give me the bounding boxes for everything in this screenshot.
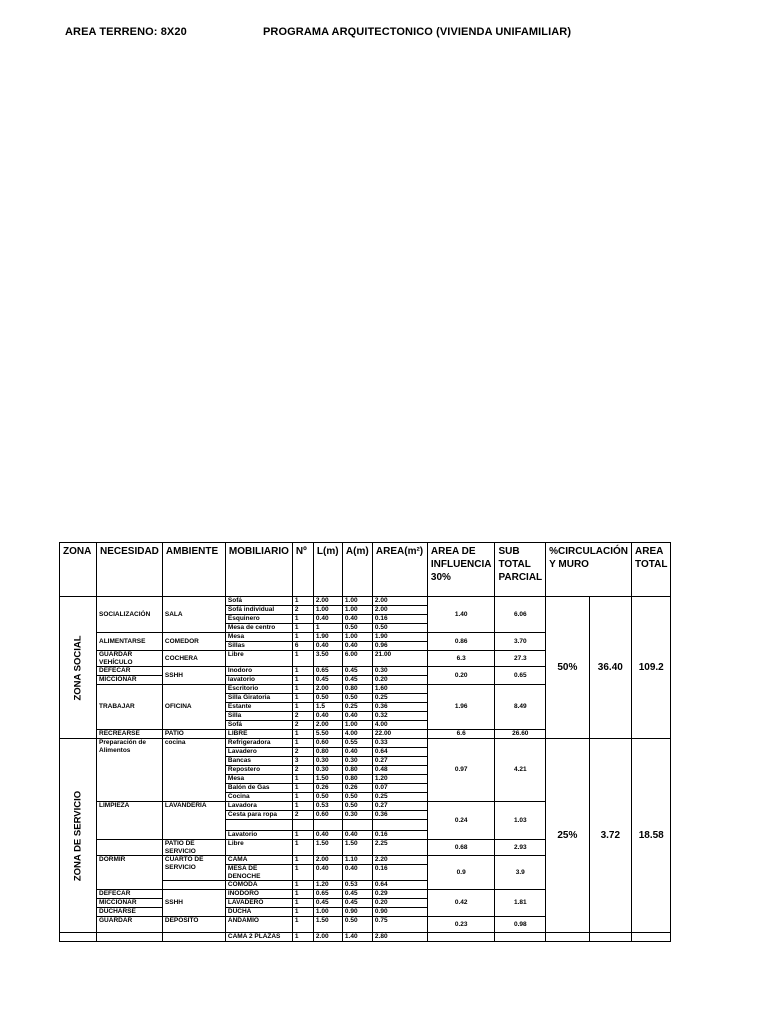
largo-cell: 2.00 (313, 685, 342, 694)
largo-cell: 0.60 (313, 739, 342, 748)
cantidad-cell: 1 (292, 685, 313, 694)
mobiliario-cell: LIBRE (225, 730, 292, 739)
mobiliario-cell: Mesa de centro (225, 624, 292, 633)
largo-cell: 0.65 (313, 890, 342, 899)
largo-cell: 0.40 (313, 615, 342, 624)
table-body (60, 597, 671, 942)
mobiliario-cell: CAMA (225, 856, 292, 865)
mobiliario-cell: Lavadora (225, 802, 292, 811)
largo-cell: 0.30 (313, 757, 342, 766)
largo-cell: 1.50 (313, 917, 342, 933)
cantidad-cell: 1 (292, 597, 313, 606)
ancho-cell: 0.40 (342, 748, 372, 757)
necesidad-cell: MICCIONAR (97, 899, 163, 908)
col-area-total: AREA TOTAL (632, 543, 671, 597)
subtotal-cell: 0.98 (495, 917, 546, 933)
influencia-cell: 0.86 (427, 633, 495, 651)
subtotal-cell: 3.9 (495, 856, 546, 890)
ambiente-cell: DEPÓSITO (162, 917, 225, 933)
largo-cell: 5.50 (313, 730, 342, 739)
influencia-cell: 1.96 (427, 685, 495, 730)
ancho-cell: 0.53 (342, 881, 372, 890)
mobiliario-cell: MESA DE DENOCHE (225, 865, 292, 881)
ambiente-cell: PATIO DE SERVICIO (162, 840, 225, 856)
ancho-cell: 0.55 (342, 739, 372, 748)
largo-cell: 1 (313, 624, 342, 633)
subtotal-cell: 26.60 (495, 730, 546, 739)
cantidad-cell: 1 (292, 633, 313, 642)
col-largo: L(m) (313, 543, 342, 597)
influencia-cell: 0.68 (427, 840, 495, 856)
mobiliario-cell: Esquinero (225, 615, 292, 624)
subtotal-cell: 4.21 (495, 739, 546, 802)
cantidad-cell: 6 (292, 642, 313, 651)
largo-cell: 0.45 (313, 676, 342, 685)
ancho-cell: 0.50 (342, 694, 372, 703)
necesidad-cell: MICCIONAR (97, 676, 163, 685)
area-cell: 0.64 (372, 881, 427, 890)
cantidad-cell: 1 (292, 775, 313, 784)
area-cell: 0.36 (372, 811, 427, 820)
mobiliario-cell: Libre (225, 840, 292, 856)
area-cell: 0.25 (372, 694, 427, 703)
mobiliario-cell: Balón de Gas (225, 784, 292, 793)
mobiliario-cell: lavatorio (225, 676, 292, 685)
largo-cell: 0.40 (313, 865, 342, 881)
ancho-cell: 0.40 (342, 712, 372, 721)
col-area: AREA(m²) (372, 543, 427, 597)
ancho-cell: 0.50 (342, 917, 372, 933)
ambiente-cell: OFICINA (162, 685, 225, 730)
subtotal-cell: 2.93 (495, 840, 546, 856)
area-cell: 2.20 (372, 856, 427, 865)
area-cell: 0.29 (372, 890, 427, 899)
cantidad-cell: 1 (292, 624, 313, 633)
area-cell: 1.90 (372, 633, 427, 642)
mobiliario-cell: ANDAMIO (225, 917, 292, 933)
empty-cell (292, 820, 313, 831)
largo-cell: 0.65 (313, 667, 342, 676)
empty-cell (342, 820, 372, 831)
ancho-cell: 0.25 (342, 703, 372, 712)
area-cell: 0.36 (372, 703, 427, 712)
subtotal-cell: 1.03 (495, 802, 546, 840)
cantidad-cell: 2 (292, 606, 313, 615)
ancho-cell: 0.80 (342, 766, 372, 775)
ancho-cell: 4.00 (342, 730, 372, 739)
largo-cell: 1.50 (313, 775, 342, 784)
col-zona: ZONA (60, 543, 97, 597)
col-necesidad: NECESIDAD (97, 543, 163, 597)
ancho-cell: 1.40 (342, 933, 372, 942)
ancho-cell: 1.00 (342, 606, 372, 615)
empty-cell (495, 933, 546, 942)
zone-label (60, 739, 97, 933)
necesidad-cell (97, 933, 163, 942)
cantidad-cell: 1 (292, 881, 313, 890)
ancho-cell: 0.30 (342, 757, 372, 766)
largo-cell: 2.00 (313, 856, 342, 865)
mobiliario-cell: Escritorio (225, 685, 292, 694)
col-ancho: A(m) (342, 543, 372, 597)
ancho-cell: 1.50 (342, 840, 372, 856)
mobiliario-cell: Sillas (225, 642, 292, 651)
influencia-cell: 0.20 (427, 667, 495, 685)
area-cell: 0.16 (372, 615, 427, 624)
empty-cell (632, 933, 671, 942)
ancho-cell: 0.90 (342, 908, 372, 917)
largo-cell: 1.20 (313, 881, 342, 890)
necesidad-cell: DEFECAR (97, 890, 163, 899)
cantidad-cell: 1 (292, 865, 313, 881)
ancho-cell: 1.00 (342, 597, 372, 606)
table-row (60, 933, 671, 942)
largo-cell: 0.60 (313, 811, 342, 820)
area-cell: 0.20 (372, 899, 427, 908)
area-cell: 1.60 (372, 685, 427, 694)
ancho-cell: 0.40 (342, 642, 372, 651)
mobiliario-cell: COMODA (225, 881, 292, 890)
cantidad-cell: 2 (292, 766, 313, 775)
ancho-cell: 0.30 (342, 811, 372, 820)
area-total-valor: 109.2 (632, 597, 671, 739)
influencia-cell: 1.40 (427, 597, 495, 633)
ambiente-cell: SALA (162, 597, 225, 633)
ancho-cell: 1.10 (342, 856, 372, 865)
subtotal-cell: 27.3 (495, 651, 546, 667)
ambiente-cell: COCHERA (162, 651, 225, 667)
cantidad-cell: 1 (292, 890, 313, 899)
largo-cell: 0.40 (313, 712, 342, 721)
mobiliario-cell: Mesa (225, 775, 292, 784)
cantidad-cell: 1 (292, 694, 313, 703)
ambiente-cell (162, 881, 225, 890)
largo-cell: 1.5 (313, 703, 342, 712)
cantidad-cell: 2 (292, 811, 313, 820)
largo-cell: 0.45 (313, 899, 342, 908)
col-ambiente: AMBIENTE (162, 543, 225, 597)
ancho-cell: 0.50 (342, 802, 372, 811)
table-row (60, 597, 671, 606)
influencia-cell: 0.24 (427, 802, 495, 840)
area-cell: 0.20 (372, 676, 427, 685)
empty-cell (372, 820, 427, 831)
area-cell: 0.27 (372, 802, 427, 811)
cantidad-cell: 2 (292, 712, 313, 721)
mobiliario-cell: LAVADERO (225, 899, 292, 908)
influencia-cell: 0.23 (427, 917, 495, 933)
largo-cell: 1.90 (313, 633, 342, 642)
area-cell: 0.75 (372, 917, 427, 933)
largo-cell: 1.00 (313, 908, 342, 917)
cantidad-cell: 1 (292, 703, 313, 712)
necesidad-cell: GUARDAR (97, 917, 163, 933)
necesidad-cell: SOCIALIZACIÓN (97, 597, 163, 633)
programa-table (59, 542, 671, 942)
ancho-cell: 0.45 (342, 676, 372, 685)
ambiente-cell: SSHH (162, 890, 225, 917)
ambiente-cell: PATIO (162, 730, 225, 739)
area-cell: 0.50 (372, 624, 427, 633)
ancho-cell: 0.80 (342, 685, 372, 694)
mobiliario-cell: Repostero (225, 766, 292, 775)
subtotal-cell: 0.65 (495, 667, 546, 685)
necesidad-cell: ALIMENTARSE (97, 633, 163, 651)
ancho-cell: 0.80 (342, 775, 372, 784)
empty-cell (313, 820, 342, 831)
necesidad-cell: TRABAJAR (97, 685, 163, 730)
ancho-cell: 0.50 (342, 793, 372, 802)
cantidad-cell: 1 (292, 739, 313, 748)
largo-cell: 0.30 (313, 766, 342, 775)
largo-cell: 0.50 (313, 793, 342, 802)
cantidad-cell: 1 (292, 933, 313, 942)
mobiliario-cell: Cesta para ropa (225, 811, 292, 820)
ancho-cell: 0.40 (342, 831, 372, 840)
circulacion-pct: 25% (546, 739, 589, 933)
area-cell: 0.48 (372, 766, 427, 775)
area-cell: 0.33 (372, 739, 427, 748)
cantidad-cell: 1 (292, 784, 313, 793)
zone-label (60, 597, 97, 739)
empty-cell (427, 933, 495, 942)
area-cell: 2.00 (372, 597, 427, 606)
ancho-cell: 0.50 (342, 624, 372, 633)
cantidad-cell: 1 (292, 793, 313, 802)
cantidad-cell: 3 (292, 757, 313, 766)
subtotal-cell: 8.49 (495, 685, 546, 730)
mobiliario-cell: DUCHA (225, 908, 292, 917)
necesidad-cell: LIMPIEZA (97, 802, 163, 840)
area-cell: 0.16 (372, 865, 427, 881)
table-header-row (60, 543, 671, 597)
largo-cell: 0.53 (313, 802, 342, 811)
ancho-cell: 0.40 (342, 865, 372, 881)
area-cell: 22.00 (372, 730, 427, 739)
ancho-cell: 0.45 (342, 890, 372, 899)
mobiliario-cell: Sofá individual (225, 606, 292, 615)
mobiliario-cell: Bancas (225, 757, 292, 766)
ancho-cell: 0.26 (342, 784, 372, 793)
ambiente-cell (162, 933, 225, 942)
mobiliario-cell: Mesa (225, 633, 292, 642)
ancho-cell: 6.00 (342, 651, 372, 667)
mobiliario-cell: Libre (225, 651, 292, 667)
mobiliario-cell: Sofá (225, 721, 292, 730)
area-cell: 2.80 (372, 933, 427, 942)
circulacion-pct: 50% (546, 597, 589, 739)
col-subtotal: SUB TOTAL PARCIAL (495, 543, 546, 597)
subtotal-cell: 3.70 (495, 633, 546, 651)
empty-cell (589, 933, 631, 942)
zone-label (60, 933, 97, 942)
area-cell: 0.27 (372, 757, 427, 766)
largo-cell: 1.50 (313, 840, 342, 856)
ancho-cell: 1.00 (342, 633, 372, 642)
cantidad-cell: 1 (292, 831, 313, 840)
largo-cell: 0.40 (313, 831, 342, 840)
largo-cell: 0.26 (313, 784, 342, 793)
ambiente-cell: CUARTO DE SERVICIO (162, 856, 225, 881)
ambiente-cell: SSHH (162, 667, 225, 685)
mobiliario-cell: CAMA 2 PLAZAS (225, 933, 292, 942)
largo-cell: 2.00 (313, 721, 342, 730)
largo-cell: 2.00 (313, 597, 342, 606)
mobiliario-cell: Silla (225, 712, 292, 721)
cantidad-cell: 1 (292, 615, 313, 624)
mobiliario-cell: Lavadero (225, 748, 292, 757)
necesidad-cell: DEFECAR (97, 667, 163, 676)
cantidad-cell: 1 (292, 651, 313, 667)
area-cell: 1.20 (372, 775, 427, 784)
largo-cell: 0.50 (313, 694, 342, 703)
area-cell: 0.07 (372, 784, 427, 793)
col-circulacion: %CIRCULACIÓN Y MURO (546, 543, 632, 597)
cantidad-cell: 1 (292, 676, 313, 685)
mobiliario-cell: Sofá (225, 597, 292, 606)
area-cell: 0.16 (372, 831, 427, 840)
mobiliario-cell: Lavatorio (225, 831, 292, 840)
ambiente-cell: LAVANDERIA (162, 802, 225, 840)
area-cell: 2.00 (372, 606, 427, 615)
area-cell: 0.25 (372, 793, 427, 802)
cantidad-cell: 2 (292, 748, 313, 757)
mobiliario-cell: Inodoro (225, 667, 292, 676)
ancho-cell: 0.45 (342, 667, 372, 676)
area-total-valor: 18.58 (632, 739, 671, 933)
subtotal-cell: 1.81 (495, 890, 546, 917)
area-cell: 21.00 (372, 651, 427, 667)
area-cell: 0.90 (372, 908, 427, 917)
area-cell: 0.64 (372, 748, 427, 757)
document-title: PROGRAMA ARQUITECTONICO (VIVIENDA UNIFAMILIAR) (263, 26, 572, 38)
col-mobiliario: MOBILIARIO (225, 543, 292, 597)
cantidad-cell: 1 (292, 917, 313, 933)
zone-label-text: ZONA DE SERVICIO (72, 790, 84, 881)
influencia-cell: 6.3 (427, 651, 495, 667)
necesidad-cell (97, 840, 163, 856)
empty-cell (546, 933, 589, 942)
largo-cell: 2.00 (313, 933, 342, 942)
table-row (60, 739, 671, 748)
largo-cell: 0.40 (313, 642, 342, 651)
cantidad-cell: 1 (292, 840, 313, 856)
area-cell: 4.00 (372, 721, 427, 730)
mobiliario-cell: Estante (225, 703, 292, 712)
cantidad-cell: 1 (292, 856, 313, 865)
necesidad-cell: DUCHARSE (97, 908, 163, 917)
cantidad-cell: 1 (292, 802, 313, 811)
subtotal-cell: 6.06 (495, 597, 546, 633)
area-terreno-label: AREA TERRENO: 8X20 (65, 26, 187, 38)
col-area-influencia: AREA DE INFLUENCIA 30% (427, 543, 495, 597)
cantidad-cell: 1 (292, 908, 313, 917)
cantidad-cell: 1 (292, 730, 313, 739)
cantidad-cell: 1 (292, 899, 313, 908)
area-cell: 0.30 (372, 667, 427, 676)
influencia-cell: 0.9 (427, 856, 495, 890)
zone-label-text: ZONA SOCIAL (72, 634, 84, 701)
cantidad-cell: 1 (292, 667, 313, 676)
ancho-cell: 0.45 (342, 899, 372, 908)
mobiliario-cell: INODORO (225, 890, 292, 899)
largo-cell: 0.80 (313, 748, 342, 757)
area-cell: 0.96 (372, 642, 427, 651)
necesidad-cell: DORMIR (97, 856, 163, 890)
mobiliario-cell: Silla Giratoria (225, 694, 292, 703)
influencia-cell: 6.6 (427, 730, 495, 739)
ambiente-cell: cocina (162, 739, 225, 802)
influencia-cell: 0.42 (427, 890, 495, 917)
col-numero: Nº (292, 543, 313, 597)
circulacion-valor: 3.72 (589, 739, 631, 933)
ambiente-cell: COMEDOR (162, 633, 225, 651)
largo-cell: 3.50 (313, 651, 342, 667)
mobiliario-cell: Refrigeradora (225, 739, 292, 748)
necesidad-cell: GUARDAR VEHÍCULO (97, 651, 163, 667)
empty-cell (225, 820, 292, 831)
necesidad-cell: Preparación de Alimentos (97, 739, 163, 802)
ancho-cell: 0.40 (342, 615, 372, 624)
circulacion-valor: 36.40 (589, 597, 631, 739)
influencia-cell: 0.97 (427, 739, 495, 802)
area-cell: 0.32 (372, 712, 427, 721)
necesidad-cell: RECREARSE (97, 730, 163, 739)
cantidad-cell: 2 (292, 721, 313, 730)
mobiliario-cell: Cocina (225, 793, 292, 802)
area-cell: 2.25 (372, 840, 427, 856)
ancho-cell: 1.00 (342, 721, 372, 730)
largo-cell: 1.00 (313, 606, 342, 615)
